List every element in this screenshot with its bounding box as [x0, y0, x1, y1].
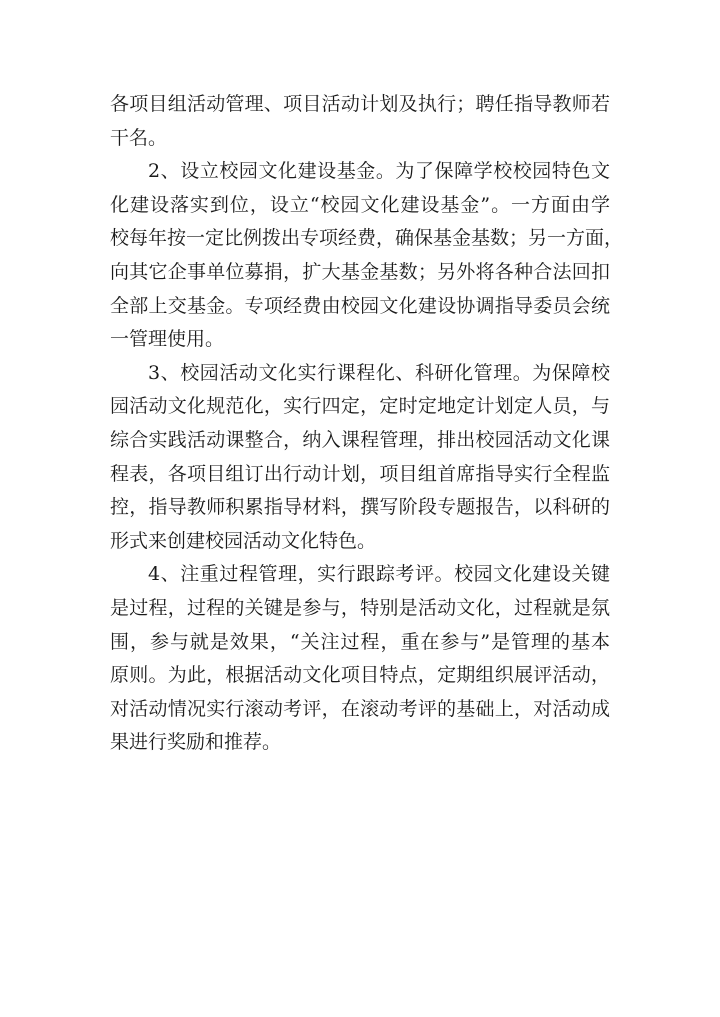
text-line: 原则。为此，根据活动文化项目特点，定期组织展评活动， [110, 664, 610, 687]
text-line: 对活动情况实行滚动考评，在滚动考评的基础上，对活动成 [110, 697, 610, 720]
text-line: 校每年按一定比例拨出专项经费，确保基金基数；另一方面， [110, 227, 624, 250]
paragraph-heading-line: 4、注重过程管理，实行跟踪考评。校园文化建设关键 [148, 563, 610, 586]
text-line: 干名。 [110, 126, 168, 149]
text-line: 全部上交基金。专项经费由校园文化建设协调指导委员会统 [110, 294, 610, 317]
text-line: 形式来创建校园活动文化特色。 [110, 529, 377, 552]
text-line: 各项目组活动管理、项目活动计划及执行；聘任指导教师若 [110, 93, 610, 115]
text-line: 程表，各项目组订出行动计划，项目组首席指导实行全程监 [110, 462, 610, 485]
text-line: 果进行奖励和推荐。 [110, 731, 282, 754]
text-line: 化建设落实到位，设立“校园文化建设基金”。一方面由学 [110, 193, 610, 216]
text-line: 园活动文化规范化，实行四定，定时定地定计划定人员，与 [110, 395, 610, 418]
text-line: 综合实践活动课整合，纳入课程管理，排出校园活动文化课 [110, 428, 610, 451]
text-line: 是过程，过程的关键是参与，特别是活动文化，过程就是氛 [110, 596, 610, 619]
text-line: 向其它企事单位募捐，扩大基金基数；另外将各种合法回扣 [110, 260, 610, 283]
paragraph-heading-line: 3、校园活动文化实行课程化、科研化管理。为保障校 [148, 361, 610, 384]
document-body [110, 88, 624, 760]
paragraph-heading-line: 2、设立校园文化建设基金。为了保障学校校园特色文 [148, 160, 610, 183]
text-line: 一管理使用。 [110, 328, 225, 351]
text-line: 控，指导教师积累指导材料，撰写阶段专题报告，以科研的 [110, 496, 610, 519]
text-line: 围，参与就是效果，“关注过程，重在参与”是管理的基本 [110, 630, 610, 653]
